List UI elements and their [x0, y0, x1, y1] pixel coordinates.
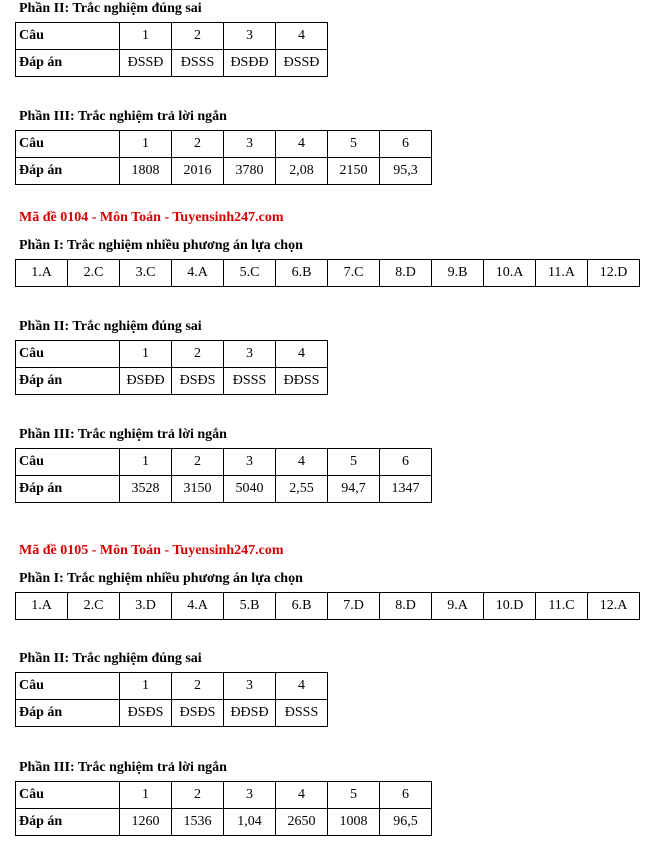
answer-cell: 3150 — [172, 476, 224, 503]
answer-cell: ĐSĐĐ — [120, 368, 172, 395]
question-cell: 3 — [224, 341, 276, 368]
answer-cell: 1008 — [328, 809, 380, 836]
table-row — [16, 131, 432, 158]
table-row — [16, 700, 328, 727]
answer-cell: 4.A — [172, 260, 224, 287]
question-cell: 4 — [276, 23, 328, 50]
answer-cell: 11.A — [536, 260, 588, 287]
answer-cell: 1260 — [120, 809, 172, 836]
answer-cell: ĐSĐS — [120, 700, 172, 727]
question-label: Câu — [16, 782, 120, 809]
answer-cell: 8.D — [380, 260, 432, 287]
answer-cell: 1.A — [16, 593, 68, 620]
part3-title: Phần III: Trắc nghiệm trả lời ngắn — [19, 427, 227, 442]
exam-code-heading: Mã đề 0105 - Môn Toán - Tuyensinh247.com — [19, 543, 284, 558]
part1-title: Phần I: Trắc nghiệm nhiều phương án lựa chọn — [19, 571, 303, 586]
answer-cell: ĐSSS — [276, 700, 328, 727]
answer-cell: ĐĐSS — [276, 368, 328, 395]
question-label: Câu — [16, 449, 120, 476]
table-row — [16, 368, 328, 395]
question-cell: 1 — [120, 449, 172, 476]
question-cell: 2 — [172, 673, 224, 700]
question-cell: 5 — [328, 782, 380, 809]
answer-cell: ĐSSĐ — [276, 50, 328, 77]
multiple-choice-table — [15, 592, 640, 620]
question-cell: 1 — [120, 131, 172, 158]
answer-cell: 9.A — [432, 593, 484, 620]
question-cell: 2 — [172, 131, 224, 158]
answer-cell: 95,3 — [380, 158, 432, 185]
question-cell: 6 — [380, 449, 432, 476]
question-label: Câu — [16, 673, 120, 700]
answer-cell: 2,55 — [276, 476, 328, 503]
table-row — [16, 809, 432, 836]
answer-cell: 1,04 — [224, 809, 276, 836]
answer-cell: 7.C — [328, 260, 380, 287]
answer-cell: 3780 — [224, 158, 276, 185]
true-false-table — [15, 672, 328, 727]
answer-cell: 5040 — [224, 476, 276, 503]
answer-cell: 4.A — [172, 593, 224, 620]
short-answer-table — [15, 130, 432, 185]
part2-title: Phần II: Trắc nghiệm đúng sai — [19, 651, 202, 666]
question-cell: 4 — [276, 131, 328, 158]
answer-cell: ĐSSS — [172, 50, 224, 77]
question-label: Câu — [16, 23, 120, 50]
multiple-choice-table — [15, 259, 640, 287]
part3-title: Phần III: Trắc nghiệm trả lời ngắn — [19, 760, 227, 775]
answer-label: Đáp án — [16, 700, 120, 727]
question-cell: 2 — [172, 449, 224, 476]
answer-cell: 3.C — [120, 260, 172, 287]
answer-label: Đáp án — [16, 158, 120, 185]
question-label: Câu — [16, 131, 120, 158]
question-cell: 6 — [380, 782, 432, 809]
answer-cell: 2.C — [68, 260, 120, 287]
answer-cell: 8.D — [380, 593, 432, 620]
part2-title: Phần II: Trắc nghiệm đúng sai — [19, 1, 202, 16]
answer-cell: 1.A — [16, 260, 68, 287]
answer-cell: 3528 — [120, 476, 172, 503]
table-row — [16, 782, 432, 809]
table-row — [16, 50, 328, 77]
exam-code-heading: Mã đề 0104 - Môn Toán - Tuyensinh247.com — [19, 210, 284, 225]
answer-cell: 5.B — [224, 593, 276, 620]
question-cell: 1 — [120, 23, 172, 50]
answer-cell: ĐSSS — [224, 368, 276, 395]
answer-cell: ĐSĐS — [172, 700, 224, 727]
answer-cell: ĐĐSĐ — [224, 700, 276, 727]
answer-cell: 10.A — [484, 260, 536, 287]
answer-cell: 12.D — [588, 260, 640, 287]
answer-cell: 1536 — [172, 809, 224, 836]
question-cell: 3 — [224, 131, 276, 158]
answer-cell: ĐSĐS — [172, 368, 224, 395]
answer-cell: 1808 — [120, 158, 172, 185]
question-cell: 2 — [172, 341, 224, 368]
answer-cell: 96,5 — [380, 809, 432, 836]
part3-title: Phần III: Trắc nghiệm trả lời ngắn — [19, 109, 227, 124]
answer-label: Đáp án — [16, 809, 120, 836]
answer-label: Đáp án — [16, 368, 120, 395]
answer-cell: ĐSĐĐ — [224, 50, 276, 77]
question-cell: 2 — [172, 23, 224, 50]
answer-cell: 6.B — [276, 260, 328, 287]
question-cell: 1 — [120, 673, 172, 700]
question-cell: 4 — [276, 673, 328, 700]
answer-cell: 94,7 — [328, 476, 380, 503]
short-answer-table — [15, 781, 432, 836]
question-cell: 1 — [120, 341, 172, 368]
table-row — [16, 449, 432, 476]
answer-cell: 10.D — [484, 593, 536, 620]
question-cell: 4 — [276, 341, 328, 368]
answer-cell: 5.C — [224, 260, 276, 287]
question-cell: 6 — [380, 131, 432, 158]
answer-cell: 2.C — [68, 593, 120, 620]
answer-cell: 2016 — [172, 158, 224, 185]
question-label: Câu — [16, 341, 120, 368]
answer-label: Đáp án — [16, 50, 120, 77]
table-row — [16, 341, 328, 368]
part2-title: Phần II: Trắc nghiệm đúng sai — [19, 319, 202, 334]
answer-cell: 2,08 — [276, 158, 328, 185]
question-cell: 4 — [276, 449, 328, 476]
table-row — [16, 673, 328, 700]
answer-cell: 2650 — [276, 809, 328, 836]
answer-cell: 12.A — [588, 593, 640, 620]
true-false-table — [15, 340, 328, 395]
question-cell: 3 — [224, 673, 276, 700]
answer-cell: 1347 — [380, 476, 432, 503]
question-cell: 5 — [328, 131, 380, 158]
question-cell: 4 — [276, 782, 328, 809]
true-false-table — [15, 22, 328, 77]
table-row — [16, 593, 640, 620]
answer-cell: 2150 — [328, 158, 380, 185]
question-cell: 3 — [224, 23, 276, 50]
table-row — [16, 260, 640, 287]
question-cell: 3 — [224, 782, 276, 809]
answer-cell: 7.D — [328, 593, 380, 620]
part1-title: Phần I: Trắc nghiệm nhiều phương án lựa chọn — [19, 238, 303, 253]
question-cell: 5 — [328, 449, 380, 476]
table-row — [16, 476, 432, 503]
answer-cell: ĐSSĐ — [120, 50, 172, 77]
table-row — [16, 158, 432, 185]
answer-cell: 11.C — [536, 593, 588, 620]
table-row — [16, 23, 328, 50]
question-cell: 1 — [120, 782, 172, 809]
short-answer-table — [15, 448, 432, 503]
answer-cell: 3.D — [120, 593, 172, 620]
answer-label: Đáp án — [16, 476, 120, 503]
answer-cell: 9.B — [432, 260, 484, 287]
question-cell: 3 — [224, 449, 276, 476]
answer-cell: 6.B — [276, 593, 328, 620]
question-cell: 2 — [172, 782, 224, 809]
